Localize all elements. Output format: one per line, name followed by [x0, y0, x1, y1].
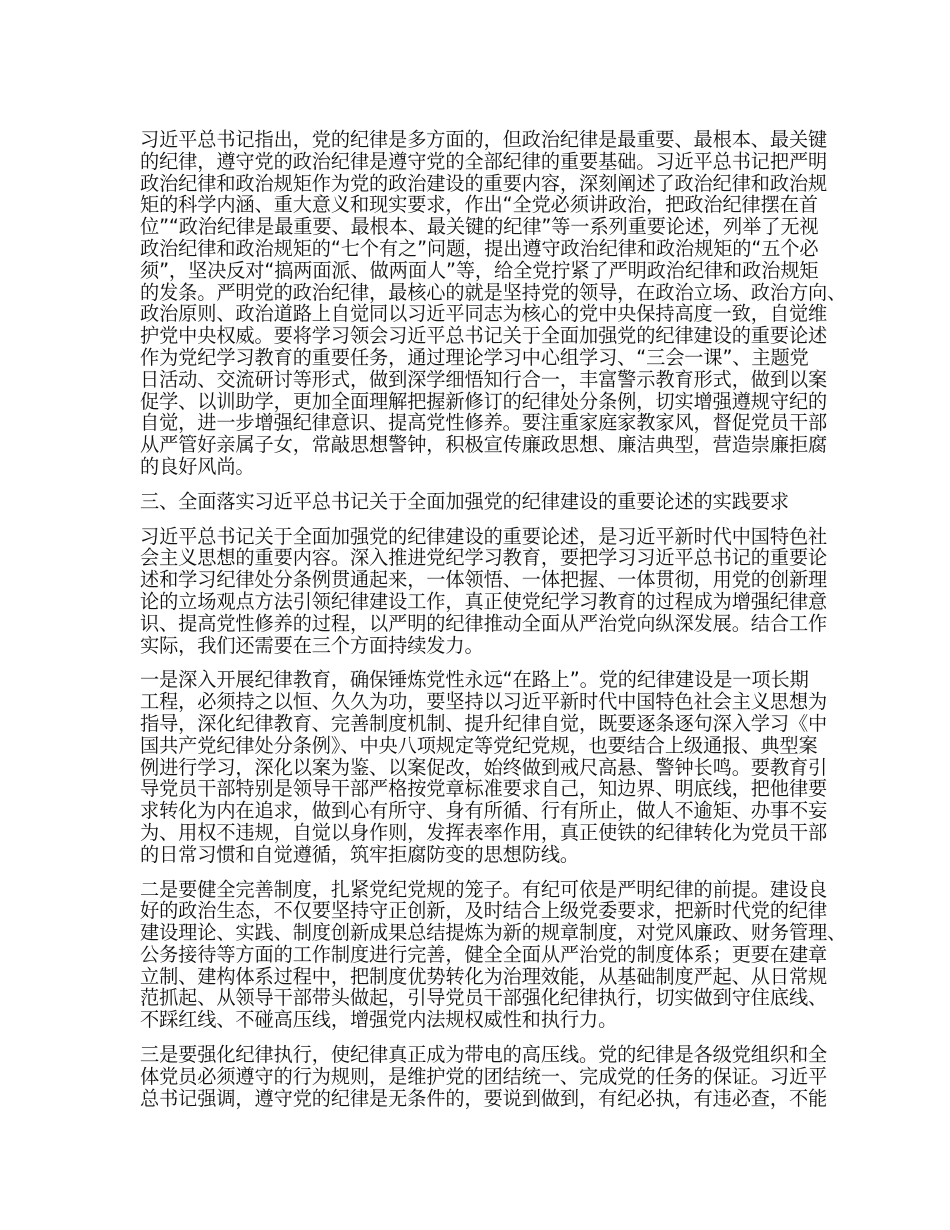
text-line: 的发条。严明党的政治纪律，最核心的就是坚持党的领导，在政治立场、政治方向、 [140, 280, 847, 304]
text-line: 论的立场观点方法引领纪律建设工作，真正使党纪学习教育的过程成为增强纪律意 [140, 589, 828, 613]
text-line: 的纪律，遵守党的政治纪律是遵守党的全部纪律的重要基础。习近平总书记把严明 [140, 149, 828, 173]
text-line: 日活动、交流研讨等形式，做到深学细悟知行合一，丰富警示教育形式，做到以案 [140, 367, 828, 391]
text-line: 习近平总书记指出，党的纪律是多方面的，但政治纪律是最重要、最根本、最关键 [140, 128, 828, 151]
text-line: 国共产党纪律处分条例》、中央八项规定等党纪党规，也要结合上级通报、典型案 [140, 733, 818, 757]
text-line: 识、提高党性修养的过程，以严明的纪律推动全面从严治党向纵深发展。结合工作 [140, 611, 828, 635]
text-line: 好的政治生态，不仅要坚持守正创新，及时结合上级党委要求，把新时代党的纪律 [140, 899, 828, 923]
text-line: 工程，必须持之以恒、久久为功，要坚持以习近平新时代中国特色社会主义思想为 [140, 690, 828, 714]
text-line: 自觉，进一步增强纪律意识、提高党性修养。要注重家庭家教家风，督促党员干部 [140, 411, 828, 435]
paragraph-point-2-system [140, 877, 847, 1032]
text-line: 三、全面落实习近平总书记关于全面加强党的纪律建设的重要论述的实践要求 [140, 489, 789, 513]
text-line: 位”“政治纪律是最重要、最根本、最关键的纪律”等一系列重要论述，列举了无视 [140, 215, 819, 239]
text-line: 政治纪律和政治规矩的“七个有之”问题，提出遵守政治纪律和政治规矩的“五个必 [140, 236, 819, 260]
text-line: 例进行学习，深化以案为鉴、以案促改，始终做到戒尺高悬、警钟长鸣。要教育引 [140, 755, 828, 779]
text-line: 二是要健全完善制度，扎紧党纪党规的笼子。有纪可依是严明纪律的前提。建设良 [140, 877, 828, 901]
text-line: 述和学习纪律处分条例贯通起来，一体领悟、一体把握、一体贯彻，用党的创新理 [140, 568, 828, 592]
text-line: 习近平总书记关于全面加强党的纪律建设的重要论述，是习近平新时代中国特色社 [140, 524, 828, 548]
text-line: 指导，深化纪律教育、完善制度机制、提升纪律自觉，既要逐条逐句深入学习《中 [140, 711, 828, 735]
text-line: 总书记强调，遵守党的纪律是无条件的，要说到做到，有纪必执，有违必查，不能 [140, 1086, 828, 1110]
text-line: 一是深入开展纪律教育，确保锤炼党性永远“在路上”。党的纪律建设是一项长期 [140, 668, 809, 692]
text-line: 三是要强化纪律执行，使纪律真正成为带电的高压线。党的纪律是各级党组织和全 [140, 1043, 828, 1067]
text-line: 须”，坚决反对“搞两面派、做两面人”等，给全党拧紧了严明政治纪律和政治规矩 [140, 258, 819, 282]
text-line: 公务接待等方面的工作制度进行完善，健全全面从严治党的制度体系；更要在建章 [140, 942, 828, 966]
text-line: 实际，我们还需要在三个方面持续发力。 [140, 633, 484, 657]
text-line: 护党中央权威。要将学习领会习近平总书记关于全面加强党的纪律建设的重要论述 [140, 324, 828, 348]
text-line: 的日常习惯和自觉遵循，筑牢拒腐防变的思想防线。 [140, 842, 580, 866]
paragraph-intro-practice [140, 526, 840, 657]
paragraph-point-1-education [140, 669, 840, 865]
text-line: 体党员必须遵守的行为规则，是维护党的团结统一、完成党的任务的保证。习近平 [140, 1064, 828, 1088]
text-line: 政治原则、政治道路上自觉同以习近平同志为核心的党中央保持高度一致，自觉维 [140, 302, 828, 326]
text-line: 从严管好亲属子女，常敲思想警钟，积极宣传廉政思想、廉洁典型，营造崇廉拒腐 [140, 433, 828, 457]
text-line: 会主义思想的重要内容。深入推进党纪学习教育，要把学习习近平总书记的重要论 [140, 546, 828, 570]
paragraph-point-3-enforcement [140, 1044, 840, 1109]
text-line: 的良好风尚。 [140, 454, 255, 478]
text-line: 促学、以训助学，更加全面理解把握新修订的纪律处分条例，切实增强遵规守纪的 [140, 389, 828, 413]
text-line: 作为党纪学习教育的重要任务，通过理论学习中心组学习、“三会一课”、主题党 [140, 345, 809, 369]
text-line: 导党员干部特别是领导干部严格按党章标准要求自己，知边界、明底线，把他律要 [140, 777, 828, 801]
text-line: 为、用权不违规，自觉以身作则，发挥表率作用，真正使铁的纪律转化为党员干部 [140, 820, 828, 844]
text-line: 范抓起、从领导干部带头做起，引导党员干部强化纪律执行，切实做到守住底线、 [140, 986, 828, 1010]
paragraph-discipline-politics [140, 128, 847, 478]
text-line: 建设理论、实践、制度创新成果总结提炼为新的规章制度，对党风廉政、财务管理、 [140, 921, 847, 945]
text-line: 求转化为内在追求，做到心有所守、身有所循、行有所止，做人不逾矩、办事不妄 [140, 799, 828, 823]
text-line: 不踩红线、不碰高压线，增强党内法规权威性和执行力。 [140, 1008, 618, 1032]
text-line: 政治纪律和政治规矩作为党的政治建设的重要内容，深刻阐述了政治纪律和政治规 [140, 171, 828, 195]
section-heading-3 [140, 491, 840, 513]
document-page [140, 128, 847, 1122]
text-line: 立制、建构体系过程中，把制度优势转化为治理效能，从基础制度严起、从日常规 [140, 964, 828, 988]
text-line: 矩的科学内涵、重大意义和现实要求，作出“全党必须讲政治，把政治纪律摆在首 [140, 193, 818, 217]
